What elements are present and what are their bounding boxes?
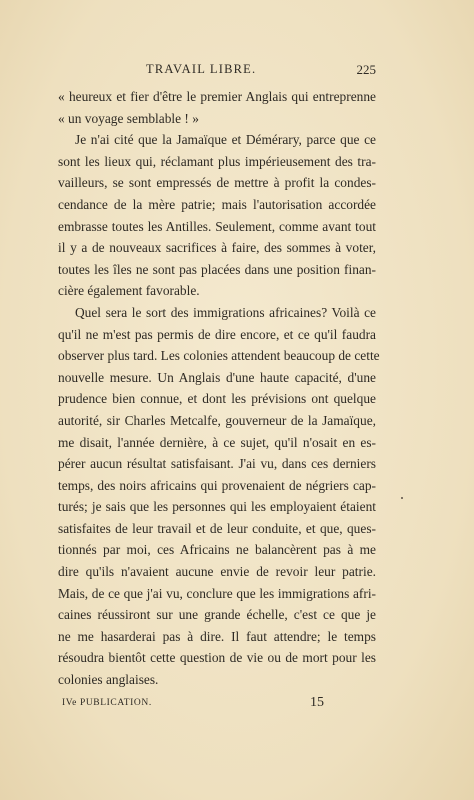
text-line: « un voyage semblable ! »	[58, 110, 199, 126]
page-number: 225	[356, 62, 376, 77]
signature-mark: 15	[310, 695, 324, 710]
text-line: caines réussiront sur une grande échelle, c'est ce que je	[58, 607, 376, 623]
page-header	[58, 62, 376, 78]
text-line: satisfaites de leur travail et de leur conduite, et que, ques-	[58, 520, 376, 536]
text-line: me disait, l'année dernière, à ce sujet, qu'il n'osait en es-	[58, 434, 376, 450]
running-title: TRAVAIL LIBRE.	[146, 62, 257, 76]
text-line: « heureux et fier d'être le premier Anglais qui entreprenne	[58, 89, 376, 104]
page-footer	[58, 695, 376, 714]
text-line: observer plus tard. Les colonies attendent beaucoup de cette	[58, 348, 380, 364]
text-line: qu'il ne m'est pas permis de dire encore, et ce qu'il faudra	[58, 326, 376, 342]
text-line: turés; je sais que les personnes qui les employaient étaient	[58, 499, 376, 515]
body-text	[58, 86, 380, 691]
text-line: nouvelle mesure. Un Anglais d'une haute capacité, d'une	[58, 369, 376, 385]
text-line: tionnés par moi, ces Africains ne balancèrent pas à me	[58, 542, 376, 558]
text-line: ne me hasarderai pas à dire. Il faut attendre; le temps	[58, 628, 376, 644]
text-line: résoudra bientôt cette question de vie ou de mort pour les	[58, 650, 376, 666]
ink-speck	[401, 497, 403, 499]
text-line: autorité, sir Charles Metcalfe, gouverneur de la Jamaïque,	[58, 412, 376, 428]
text-line: cière également favorable.	[58, 283, 200, 299]
text-line: vailleurs, se sont empressés de mettre à profit la condes-	[58, 175, 376, 191]
text-line: il y a de nouveaux sacrifices à faire, des sommes à voter,	[58, 240, 376, 256]
text-line: pérer aucun résultat satisfaisant. J'ai vu, dans ces derniers	[58, 456, 376, 472]
text-line: colonies anglaises.	[58, 672, 159, 688]
printer-signature: IVe PUBLICATION.	[62, 698, 152, 708]
text-line: sont les lieux qui, réclamant plus impérieusement des tra-	[58, 153, 376, 169]
text-line: prudence bien connue, et dont les prévisions ont quelque	[58, 391, 376, 407]
text-line: Je n'ai cité que la Jamaïque et Démérary, parce que ce	[75, 132, 376, 148]
text-line: embrasse toutes les Antilles. Seulement, comme avant tout	[58, 218, 376, 234]
text-line: cendance de la mère patrie; mais l'autorisation accordée	[58, 196, 376, 212]
text-line: temps, des noirs africains qui provenaient de négriers cap-	[58, 477, 376, 493]
text-line: dire qu'ils n'avaient aucune envie de revoir leur patrie.	[58, 564, 376, 580]
text-line: toutes les îles ne sont pas placées dans une position finan-	[58, 261, 376, 277]
text-line: Mais, de ce que j'ai vu, conclure que les immigrations afri-	[58, 585, 376, 601]
text-line: Quel sera le sort des immigrations africaines? Voilà ce	[75, 304, 376, 320]
